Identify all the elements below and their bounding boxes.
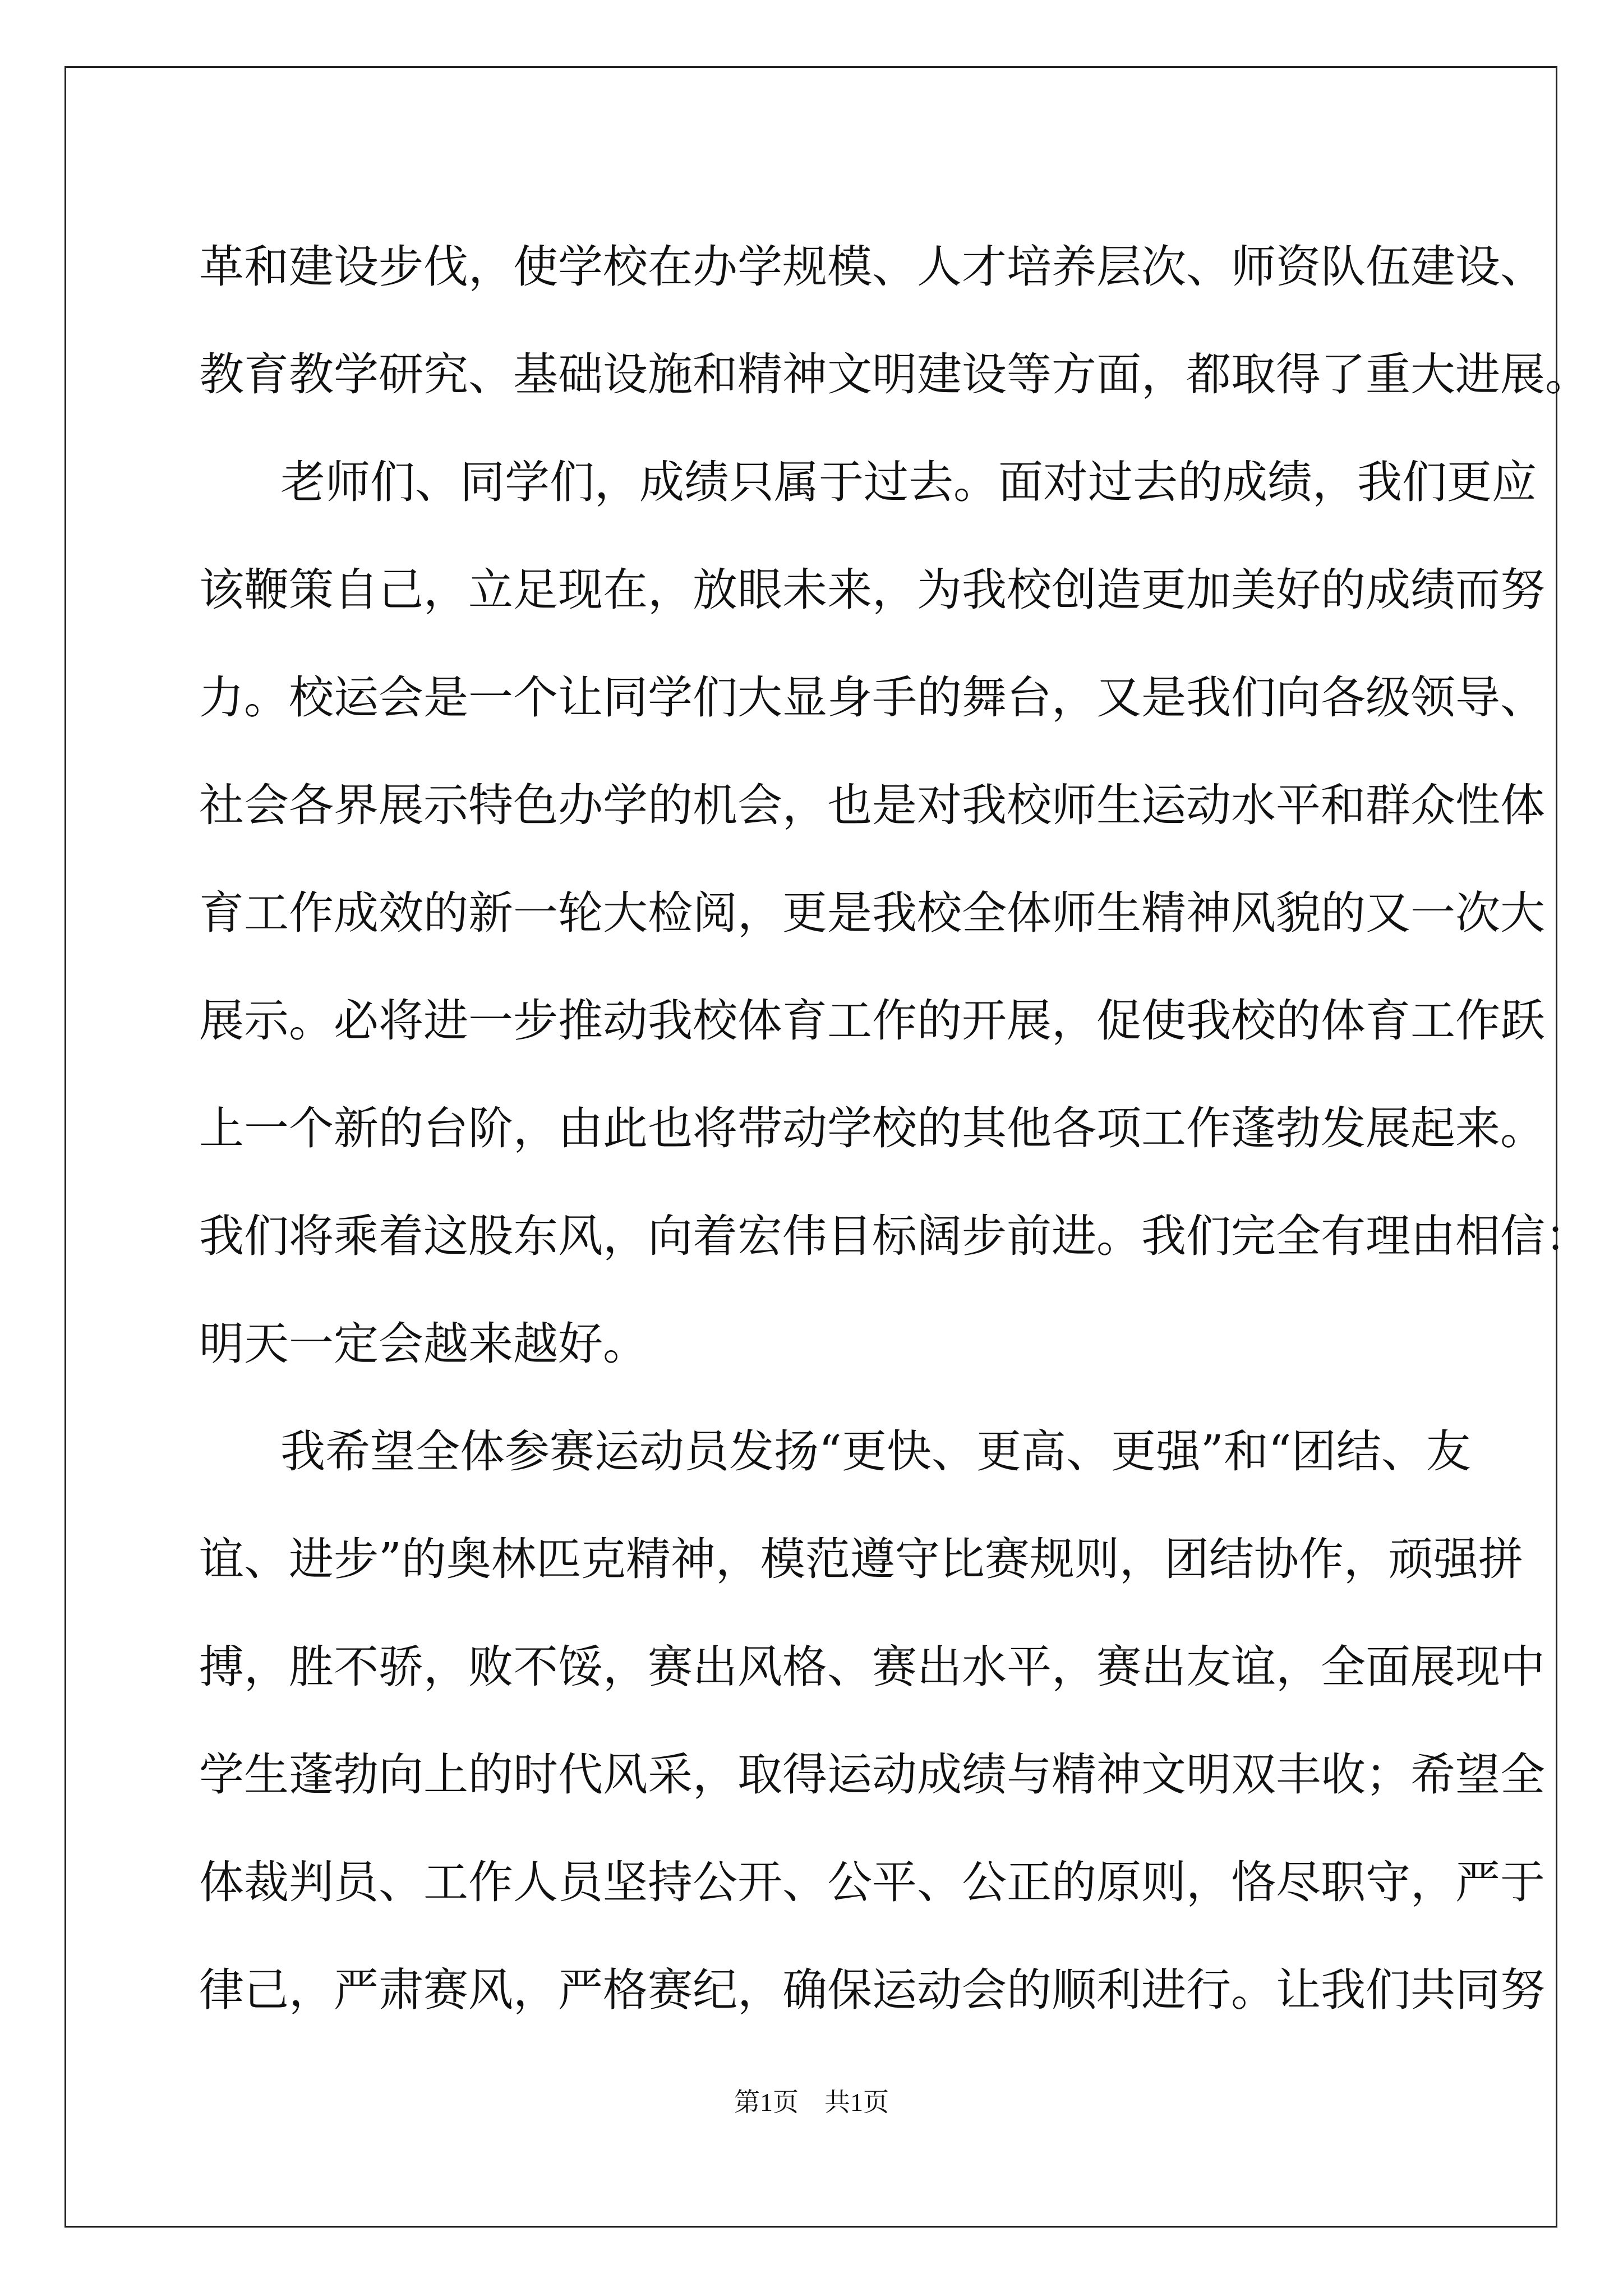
text-line-4: 该鞭策自己，立足现在，放眼未来，为我校创造更加美好的成绩而努 [199, 564, 1545, 616]
text-line-7: 育工作成效的新一轮大检阅，更是我校全体师生精神风貌的又一次大 [199, 887, 1545, 939]
text-line-15: 学生蓬勃向上的时代风采，取得运动成绩与精神文明双丰收；希望全 [199, 1749, 1545, 1801]
text-line-5: 力。校运会是一个让同学们大显身手的舞台，又是我们向各级领导、 [199, 671, 1545, 724]
text-line-17: 律己，严肃赛风，严格赛纪，确保运动会的顺利进行。让我们共同努 [199, 1964, 1545, 2016]
text-line-10: 我们将乘着这股东风，向着宏伟目标阔步前进。我们完全有理由相信： [199, 1210, 1590, 1262]
text-line-11: 明天一定会越来越好。 [199, 1318, 648, 1370]
document-body [199, 213, 1590, 2044]
text-line-2: 教育教学研究、基础设施和精神文明建设等方面，都取得了重大进展。 [199, 348, 1590, 401]
text-line-12: 我希望全体参赛运动员发扬“更快、更高、更强”和“团结、友 [280, 1425, 1471, 1478]
text-line-9: 上一个新的台阶，由此也将带动学校的其他各项工作蓬勃发展起来。 [199, 1102, 1545, 1154]
text-line-6: 社会各界展示特色办学的机会，也是对我校师生运动水平和群众性体 [199, 779, 1545, 831]
text-line-14: 搏，胜不骄，败不馁，赛出风格、赛出水平，赛出友谊，全面展现中 [199, 1641, 1545, 1693]
text-line-1: 革和建设步伐，使学校在办学规模、人才培养层次、师资队伍建设、 [199, 241, 1545, 293]
text-line-3: 老师们、同学们，成绩只属于过去。面对过去的成绩，我们更应 [280, 456, 1537, 508]
page-footer [0, 2086, 1623, 2119]
page-number-label: 第1页 共1页 [734, 2088, 889, 2116]
text-line-16: 体裁判员、工作人员坚持公开、公平、公正的原则，恪尽职守，严于 [199, 1856, 1545, 1908]
text-line-8: 展示。必将进一步推动我校体育工作的开展，促使我校的体育工作跃 [199, 995, 1545, 1047]
text-line-13: 谊、进步”的奥林匹克精神，模范遵守比赛规则，团结协作，顽强拼 [199, 1533, 1523, 1585]
